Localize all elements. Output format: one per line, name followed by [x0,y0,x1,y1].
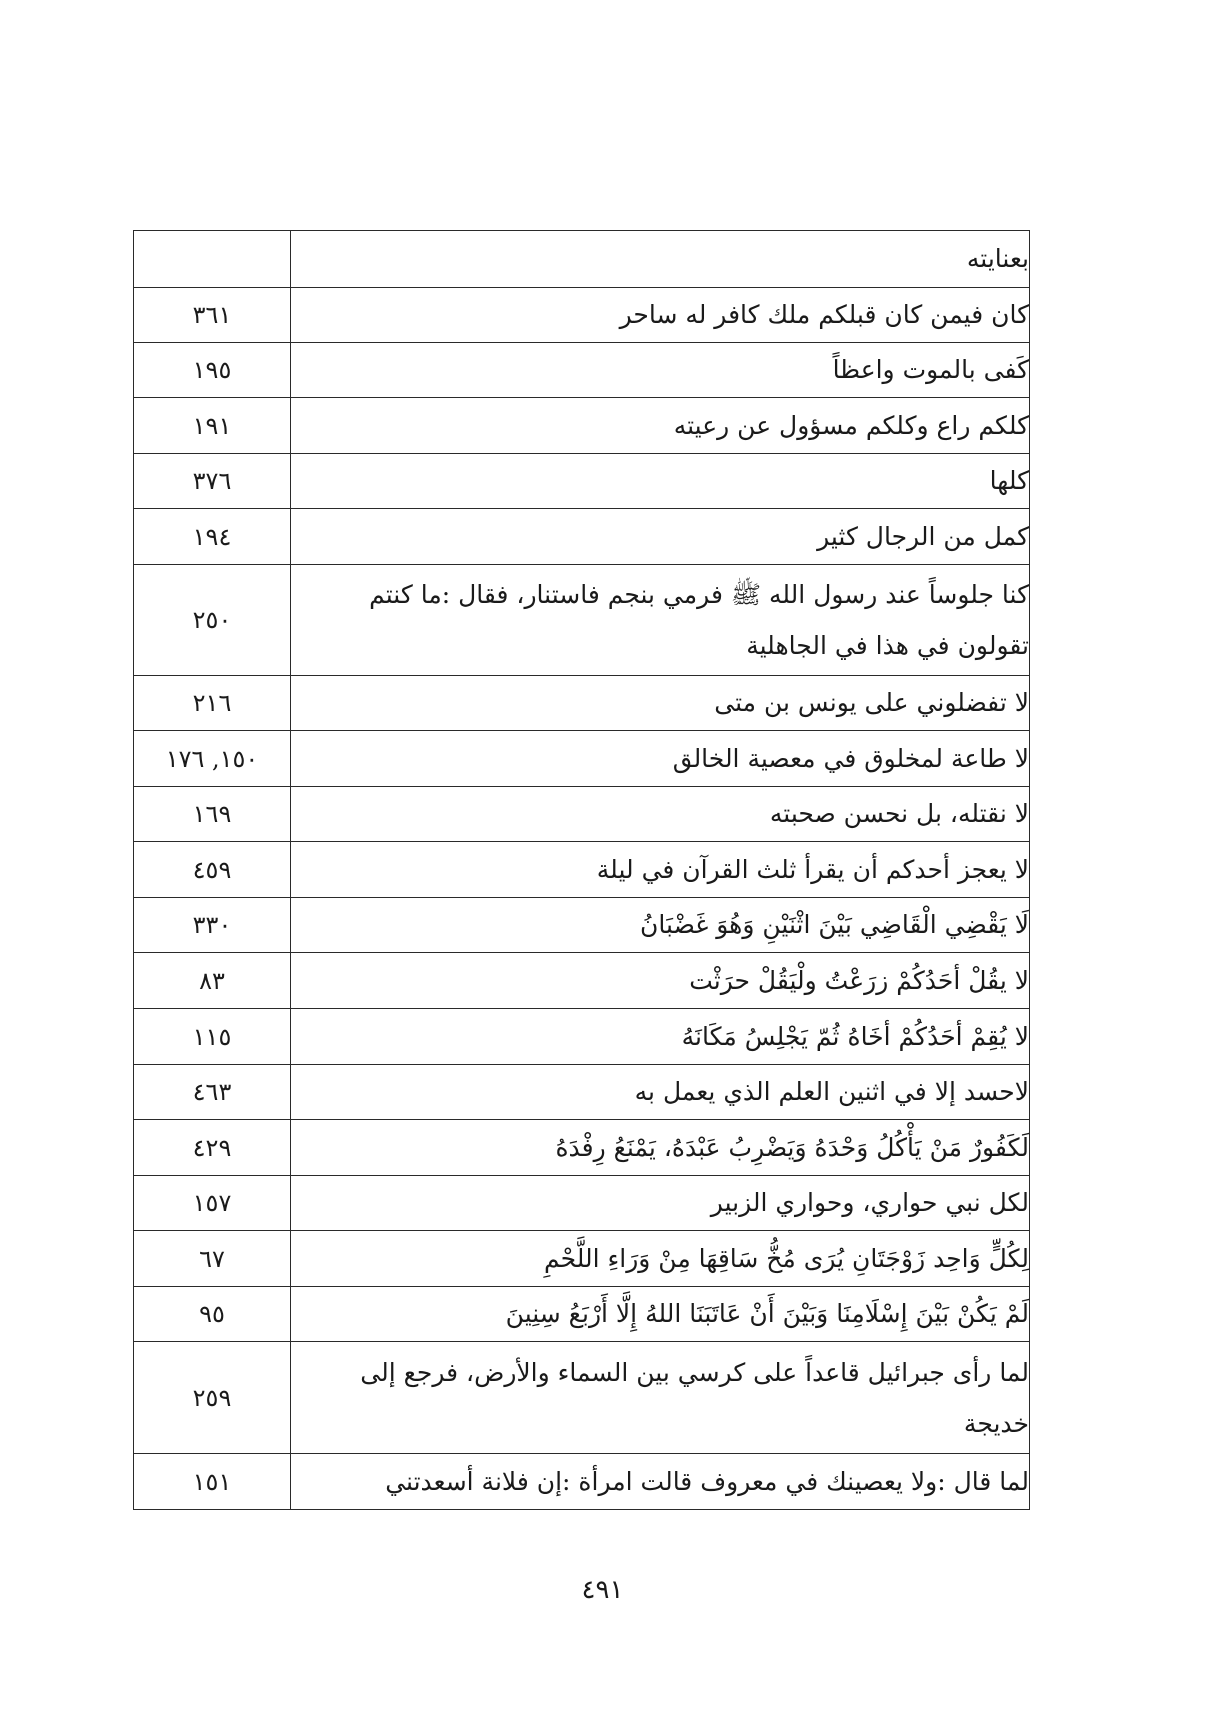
table-row [134,1065,1030,1120]
page-ref: ٤٥٩ [134,842,291,898]
entry-text: بعنايته [291,231,1030,288]
index-table-body [133,230,1030,1510]
table-row [134,898,1030,953]
table-row [134,1342,1030,1454]
table-row [134,343,1030,398]
page-ref: ٢١٦ [134,676,291,731]
page-ref: ١٥١ [134,1454,291,1510]
page-ref: ٢٥٩ [134,1342,291,1454]
table-row [134,1287,1030,1342]
entry-text: لا يعجز أحدكم أن يقرأ ثلث القرآن في ليلة [291,842,1030,898]
page-ref: ١٩٤ [134,509,291,565]
page-ref [134,231,291,288]
page-ref: ٦٧ [134,1231,291,1287]
table-row [134,1120,1030,1176]
entry-text: كنا جلوساً عند رسول الله ﷺ فرمي بنجم فاستنار، فقال :ما كنتم تقولون في هذا في الجاهلية [291,565,1030,676]
entry-text: كان فيمن كان قبلكم ملك كافر له ساحر [291,288,1030,343]
entry-text: لا يُقِمْ أحَدُكُمْ أخَاهُ ثُمّ يَجْلِسُ مَكَانَهُ [291,1009,1030,1065]
table-row [134,231,1030,288]
table-row [134,787,1030,842]
page-ref: ١٦٩ [134,787,291,842]
page-ref: ١٩٥ [134,343,291,398]
entry-text: لَمْ يَكُنْ بَيْنَ إِسْلَامِنَا وَبَيْنَ أَنْ عَاتَبَنَا اللهُ إِلَّا أَرْبَعُ سِنِينَ [291,1287,1030,1342]
table-row [134,1454,1030,1510]
page-ref: ٩٥ [134,1287,291,1342]
page-ref: ١٩١ [134,398,291,454]
entry-text: لا يقُلْ أحَدُكُمْ زرَعْتُ ولْيَقُلْ حرَثْت [291,953,1030,1009]
table-row [134,953,1030,1009]
page-ref: ١١٥ [134,1009,291,1065]
entry-text: كلها [291,454,1030,509]
table-row [134,454,1030,509]
entry-text: لكل نبي حواري، وحواري الزبير [291,1176,1030,1231]
table-row [134,676,1030,731]
entry-text: لَا يَقْضِي الْقَاضِي بَيْنَ اثْنَيْنِ وَهُوَ غَضْبَانُ [291,898,1030,953]
table-row [134,509,1030,565]
entry-text: لا تفضلوني على يونس بن متى [291,676,1030,731]
entry-text: لاحسد إلا في اثنين العلم الذي يعمل به [291,1065,1030,1120]
entry-text: كمل من الرجال كثير [291,509,1030,565]
page-ref: ٣٣٠ [134,898,291,953]
page-ref: ٤٢٩ [134,1120,291,1176]
table-row [134,398,1030,454]
table-row [134,1176,1030,1231]
page-ref: ١٥٠, ١٧٦ [134,731,291,787]
page-ref: ٢٥٠ [134,565,291,676]
table-row [134,565,1030,676]
entry-text: كَفى بالموت واعظاً [291,343,1030,398]
entry-text: كلكم راع وكلكم مسؤول عن رعيته [291,398,1030,454]
page-number: ٤٩١ [581,1575,624,1605]
table-row [134,1009,1030,1065]
entry-text: لما قال :ولا يعصينك في معروف قالت امرأة :إن فلانة أسعدتني [291,1454,1030,1510]
table-row [134,288,1030,343]
table-row [134,842,1030,898]
entry-text: لا طاعة لمخلوق في معصية الخالق [291,731,1030,787]
entry-text: لِكُلٍّ وَاحِد زَوْجَتَانِ يُرَى مُخُّ سَاقِهَا مِنْ وَرَاءِ اللَّحْمِ [291,1231,1030,1287]
page-ref: ٣٧٦ [134,454,291,509]
page-ref: ٨٣ [134,953,291,1009]
page-ref: ٤٦٣ [134,1065,291,1120]
table-row [134,731,1030,787]
entry-text: لَكَفُورٌ مَنْ يَأْكُلُ وَحْدَهُ وَيَضْرِبُ عَبْدَهُ، يَمْنَعُ رِفْدَهُ [291,1120,1030,1176]
entry-text: لا نقتله، بل نحسن صحبته [291,787,1030,842]
table-row [134,1231,1030,1287]
page-ref: ١٥٧ [134,1176,291,1231]
page-ref: ٣٦١ [134,288,291,343]
entry-text: لما رأى جبرائيل قاعداً على كرسي بين السماء والأرض، فرجع إلى خديجة [291,1342,1030,1454]
